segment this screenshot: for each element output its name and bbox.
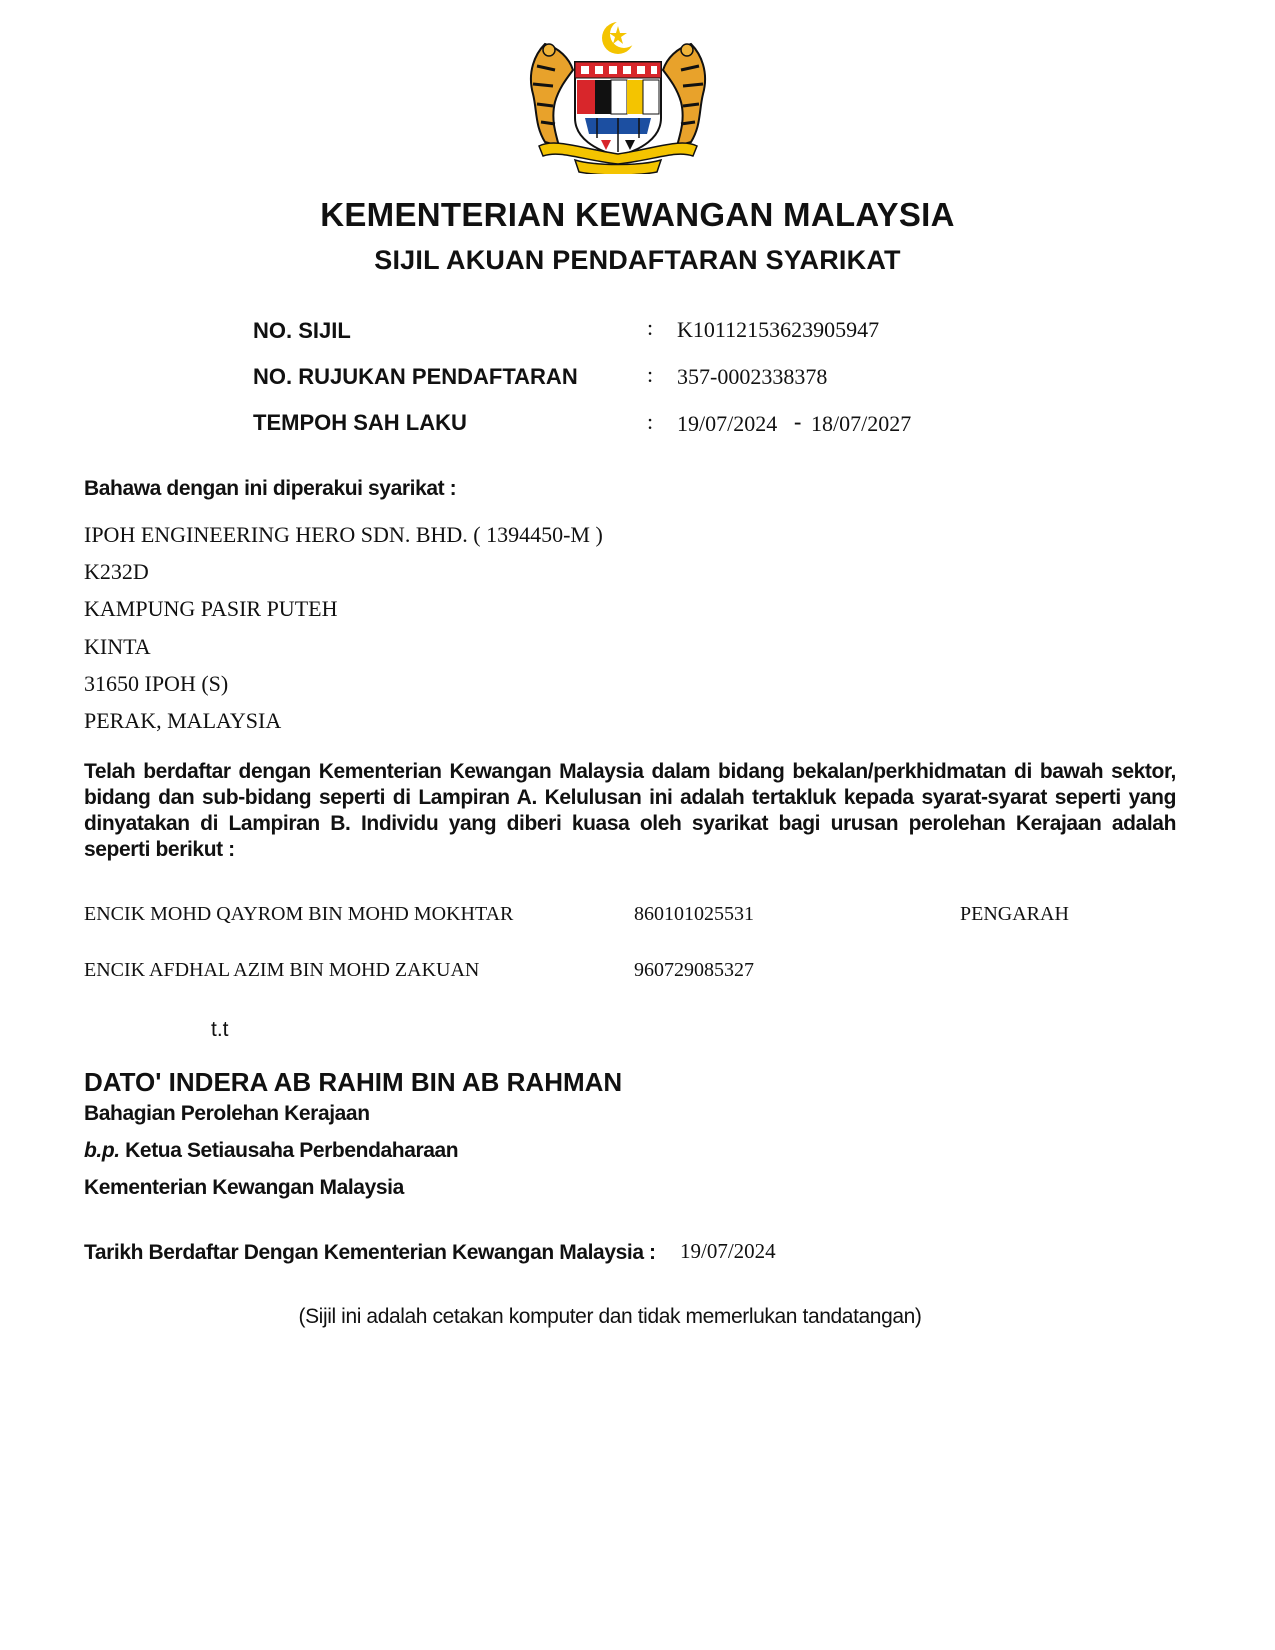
bp-prefix: b.p. [84, 1139, 120, 1162]
field-colon: : [647, 409, 654, 434]
person-ic: 860101025531 [634, 903, 754, 925]
registration-date-value: 19/07/2024 [680, 1239, 776, 1263]
address-line: KINTA [84, 634, 151, 659]
person-role: PENGARAH [960, 903, 1069, 925]
registration-statement: Telah berdaftar dengan Kementerian Kewangan Malaysia dalam bidang bekalan/perkhidmatan di bawah sektor, bidang dan sub-bidang seperti di Lampiran A. Kelulusan ini adalah tertakluk kepada syarat-syarat seperti yang dinyatakan di Lampiran B. Individu yang diberi kuasa oleh syarikat bagi urusan perolehan Kerajaan adalah seperti berikut : [84, 760, 1176, 861]
field-label-tempoh: TEMPOH SAH LAKU [253, 410, 467, 435]
field-label-no-rujukan: NO. RUJUKAN PENDAFTARAN [253, 364, 578, 389]
signatory-position [84, 1139, 458, 1163]
person-ic: 960729085327 [634, 959, 754, 981]
field-value-tempoh-from: 19/07/2024 [677, 411, 778, 436]
signatory-ministry: Kementerian Kewangan Malaysia [84, 1176, 404, 1199]
address-line: K232D [84, 559, 149, 584]
footer-note: (Sijil ini adalah cetakan komputer dan tidak memerlukan tandatangan) [298, 1305, 922, 1328]
person-name: ENCIK AFDHAL AZIM BIN MOHD ZAKUAN [84, 959, 480, 981]
address-line: PERAK, MALAYSIA [84, 708, 282, 733]
certificate-title: SIJIL AKUAN PENDAFTARAN SYARIKAT [374, 245, 901, 275]
address-line: 31650 IPOH (S) [84, 671, 229, 696]
date-separator: - [794, 409, 802, 434]
position-text: Ketua Setiausaha Perbendaharaan [125, 1139, 459, 1162]
malaysia-coat-of-arms-icon [515, 14, 721, 174]
address-line: KAMPUNG PASIR PUTEH [84, 596, 338, 621]
tt-mark: t.t [211, 1018, 229, 1041]
person-name: ENCIK MOHD QAYROM BIN MOHD MOKHTAR [84, 903, 514, 925]
ministry-title: KEMENTERIAN KEWANGAN MALAYSIA [320, 196, 955, 233]
registration-date-label: Tarikh Berdaftar Dengan Kementerian Kewangan Malaysia : [84, 1241, 656, 1264]
certify-intro: Bahawa dengan ini diperakui syarikat : [84, 477, 457, 500]
field-value-no-rujukan: 357-0002338378 [677, 364, 828, 389]
field-label-no-sijil: NO. SIJIL [253, 318, 351, 343]
signatory-name: DATO' INDERA AB RAHIM BIN AB RAHMAN [84, 1067, 623, 1097]
signatory-dept: Bahagian Perolehan Kerajaan [84, 1102, 370, 1125]
company-name: IPOH ENGINEERING HERO SDN. BHD. ( 1394450-M ) [84, 522, 603, 547]
field-value-no-sijil: K10112153623905947 [677, 317, 880, 342]
field-colon: : [647, 362, 654, 387]
field-value-tempoh-to: 18/07/2027 [811, 411, 912, 436]
field-colon: : [647, 315, 654, 340]
